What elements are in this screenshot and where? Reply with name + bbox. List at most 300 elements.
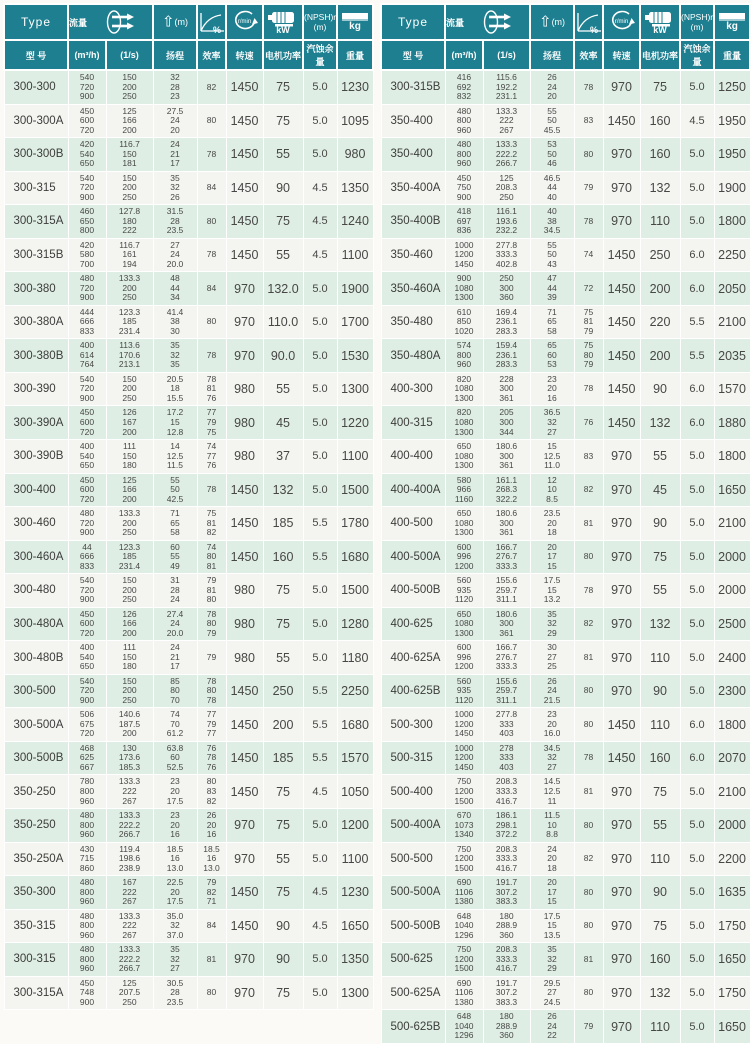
- spec-row: [4, 138, 373, 172]
- cell-npsh: 5.0: [680, 674, 714, 708]
- cell-type: 400-315: [381, 406, 445, 440]
- weight-bar-icon: [342, 13, 368, 21]
- cell-speed: 1450: [226, 876, 263, 910]
- cell-efficiency: 84: [197, 909, 226, 943]
- cell-flow-ls: 125 208.3 250: [483, 171, 530, 205]
- cell-flow-m3h: 506 675 720: [68, 708, 106, 742]
- cell-weight: 1800: [714, 708, 750, 742]
- cell-flow-ls: 180.6 300 361: [483, 440, 530, 474]
- cell-flow-m3h: 560 935 1120: [445, 574, 483, 608]
- spec-row: [4, 909, 373, 943]
- weight-unit-label: kg: [349, 21, 361, 32]
- cell-efficiency: 82: [574, 607, 603, 641]
- cell-npsh: 5.0: [680, 607, 714, 641]
- cell-flow-ls: 126 166 200: [106, 607, 153, 641]
- cell-speed: 1450: [226, 205, 263, 239]
- cell-weight: 1680: [337, 708, 373, 742]
- cell-flow-m3h: 480 800 960: [445, 138, 483, 172]
- cell-weight: 1570: [337, 741, 373, 775]
- cell-head: 65 60 53: [530, 339, 574, 373]
- cell-weight: 1700: [337, 305, 373, 339]
- spec-table-right: [380, 3, 750, 1044]
- cell-head: 31 28 24: [153, 574, 197, 608]
- cell-type: 300-380A: [4, 305, 68, 339]
- npsh-header: [680, 4, 714, 40]
- cell-speed: 970: [603, 507, 640, 541]
- cell-flow-ls: 133.3 200 250: [106, 507, 153, 541]
- cell-efficiency: 80: [574, 540, 603, 574]
- spec-row: [381, 1010, 750, 1044]
- spec-row: [4, 976, 373, 1010]
- cell-npsh: 5.0: [680, 540, 714, 574]
- weight-header-cn: 重量: [714, 40, 750, 70]
- cell-head: 35.0 32 37.0: [153, 909, 197, 943]
- npsh-unit: (m): [313, 22, 327, 32]
- cell-npsh: 5.0: [680, 1010, 714, 1044]
- cell-power: 55: [640, 440, 680, 474]
- cell-speed: 1450: [603, 741, 640, 775]
- cell-type: 500-315: [381, 741, 445, 775]
- cell-weight: 1680: [337, 540, 373, 574]
- cell-flow-ls: 116.7 150 181: [106, 138, 153, 172]
- spec-row: [381, 708, 750, 742]
- cell-weight: 2400: [714, 641, 750, 675]
- cell-efficiency: 72: [574, 272, 603, 306]
- weight-header: [714, 4, 750, 40]
- cell-flow-m3h: 574 800 960: [445, 339, 483, 373]
- cell-type: 300-400: [4, 473, 68, 507]
- cell-flow-ls: 159.4 236.1 283.3: [483, 339, 530, 373]
- cell-type: 300-315A: [4, 976, 68, 1010]
- cell-head: 14 12.5 11.5: [153, 440, 197, 474]
- cell-weight: 2100: [714, 507, 750, 541]
- cell-flow-m3h: 600 996 1200: [445, 641, 483, 675]
- cell-speed: 1450: [603, 305, 640, 339]
- cell-npsh: 5.5: [680, 339, 714, 373]
- cell-efficiency: 26 20 16: [197, 809, 226, 843]
- cell-flow-ls: 119.4 198.6 238.9: [106, 842, 153, 876]
- cell-weight: 2500: [714, 607, 750, 641]
- cell-head: 17.5 15 13.5: [530, 909, 574, 943]
- cell-power: 90: [640, 507, 680, 541]
- cell-type: 400-625B: [381, 674, 445, 708]
- cell-npsh: 4.5: [303, 205, 337, 239]
- spec-row: [4, 574, 373, 608]
- cell-efficiency: 84: [197, 171, 226, 205]
- spec-row: [4, 641, 373, 675]
- cell-flow-ls: 155.6 259.7 311.1: [483, 674, 530, 708]
- cell-weight: 1240: [337, 205, 373, 239]
- spec-row: [4, 339, 373, 373]
- cell-head: 31.5 28 23.5: [153, 205, 197, 239]
- cell-speed: 1450: [226, 507, 263, 541]
- cell-speed: 1450: [603, 406, 640, 440]
- power-header-cn: 电机功率: [640, 40, 680, 70]
- cell-weight: 1280: [337, 607, 373, 641]
- cell-flow-m3h: 468 625 667: [68, 741, 106, 775]
- cell-speed: 980: [226, 574, 263, 608]
- cell-npsh: 5.0: [680, 205, 714, 239]
- cell-weight: 1900: [714, 171, 750, 205]
- cell-weight: 1800: [714, 440, 750, 474]
- cell-npsh: 5.0: [680, 440, 714, 474]
- power-unit-label: kW: [276, 24, 290, 35]
- cell-flow-m3h: 1000 1200 1450: [445, 238, 483, 272]
- npsh-header-cn: 汽蚀余量: [303, 40, 337, 70]
- spec-row: [381, 406, 750, 440]
- cell-weight: 1800: [714, 205, 750, 239]
- cell-flow-m3h: 540 720 900: [68, 372, 106, 406]
- cell-efficiency: 80: [574, 708, 603, 742]
- cell-speed: 970: [603, 574, 640, 608]
- cell-flow-m3h: 820 1080 1300: [445, 372, 483, 406]
- cell-efficiency: 79: [574, 171, 603, 205]
- efficiency-percent-label: %: [590, 25, 599, 35]
- spec-row: [381, 809, 750, 843]
- cell-power: 110: [640, 708, 680, 742]
- cell-efficiency: 79 82 71: [197, 876, 226, 910]
- cell-head: 74 70 61.2: [153, 708, 197, 742]
- cell-weight: 2250: [337, 674, 373, 708]
- cell-npsh: 6.0: [680, 238, 714, 272]
- cell-power: 90: [640, 674, 680, 708]
- cell-weight: 1180: [337, 641, 373, 675]
- cell-weight: 2000: [714, 574, 750, 608]
- cell-type: 350-400: [381, 138, 445, 172]
- cell-head: 26 24 21.5: [530, 674, 574, 708]
- cell-efficiency: 82: [574, 842, 603, 876]
- cell-flow-ls: 167 222 267: [106, 876, 153, 910]
- cell-weight: 1650: [714, 943, 750, 977]
- cell-head: 27 24 20.0: [153, 238, 197, 272]
- cell-npsh: 5.0: [303, 976, 337, 1010]
- cell-flow-m3h: 900 1080 1300: [445, 272, 483, 306]
- cell-efficiency: 78: [197, 138, 226, 172]
- cell-npsh: 5.0: [680, 641, 714, 675]
- spec-row: [4, 741, 373, 775]
- type-header-label: Type: [398, 15, 429, 29]
- cell-head: 40 38 34.5: [530, 205, 574, 239]
- spec-row: [4, 943, 373, 977]
- cell-efficiency: 81: [574, 775, 603, 809]
- cell-power: 55: [263, 842, 303, 876]
- cell-type: 350-460: [381, 238, 445, 272]
- cell-power: 75: [263, 876, 303, 910]
- cell-flow-ls: 130 173.6 185.3: [106, 741, 153, 775]
- cell-flow-ls: 125 207.5 250: [106, 976, 153, 1010]
- cell-flow-m3h: 650 1080 1300: [445, 607, 483, 641]
- cell-type: 500-625: [381, 943, 445, 977]
- cell-speed: 1450: [226, 70, 263, 104]
- cell-flow-m3h: 480 800 960: [445, 104, 483, 138]
- spec-row: [381, 104, 750, 138]
- cell-weight: 1100: [337, 842, 373, 876]
- cell-head: 12 10 8.5: [530, 473, 574, 507]
- cell-type: 300-500: [4, 674, 68, 708]
- spec-row: [381, 138, 750, 172]
- cell-weight: 1900: [337, 272, 373, 306]
- cell-flow-m3h: 450 600 720: [68, 473, 106, 507]
- cell-flow-m3h: 540 720 900: [68, 171, 106, 205]
- cell-head: 71 65 58: [530, 305, 574, 339]
- cell-npsh: 5.0: [303, 305, 337, 339]
- cell-weight: 1350: [337, 943, 373, 977]
- cell-flow-ls: 208.3 333.3 416.7: [483, 775, 530, 809]
- cell-efficiency: 80: [574, 876, 603, 910]
- cell-flow-m3h: 416 692 832: [445, 70, 483, 104]
- cell-power: 75: [640, 909, 680, 943]
- flow-unit-m3h: (m³/h): [68, 40, 106, 70]
- cell-flow-m3h: 690 1106 1380: [445, 976, 483, 1010]
- cell-flow-m3h: 600 996 1200: [445, 540, 483, 574]
- cell-speed: 970: [603, 205, 640, 239]
- cell-speed: 970: [603, 1010, 640, 1044]
- cell-head: 17.2 15 12.8: [153, 406, 197, 440]
- cell-power: 37: [263, 440, 303, 474]
- cell-head: 27.5 24 20: [153, 104, 197, 138]
- cell-head: 63.8 60 52.5: [153, 741, 197, 775]
- cell-power: 220: [640, 305, 680, 339]
- cell-npsh: 6.0: [680, 708, 714, 742]
- cell-flow-m3h: 650 1080 1300: [445, 440, 483, 474]
- cell-npsh: 5.0: [680, 775, 714, 809]
- cell-power: 160: [640, 943, 680, 977]
- cell-head: 35 32 35: [153, 339, 197, 373]
- cell-head: 11.5 10 8.8: [530, 809, 574, 843]
- cell-flow-ls: 123.3 185 231.4: [106, 305, 153, 339]
- cell-head: 60 55 49: [153, 540, 197, 574]
- head-header: [530, 4, 574, 40]
- cell-power: 75: [263, 775, 303, 809]
- cell-npsh: 5.0: [303, 339, 337, 373]
- cell-npsh: 5.0: [303, 809, 337, 843]
- spec-row: [4, 842, 373, 876]
- cell-head: 18.5 16 13.0: [153, 842, 197, 876]
- cell-head: 15 12.5 11.0: [530, 440, 574, 474]
- cell-speed: 970: [226, 842, 263, 876]
- cell-speed: 970: [603, 641, 640, 675]
- cell-weight: 1200: [337, 809, 373, 843]
- cell-flow-m3h: 648 1040 1296: [445, 1010, 483, 1044]
- cell-flow-ls: 191.7 307.2 383.3: [483, 876, 530, 910]
- cell-flow-m3h: 480 720 900: [68, 272, 106, 306]
- cell-power: 110: [640, 1010, 680, 1044]
- cell-flow-m3h: 430 715 860: [68, 842, 106, 876]
- head-header: [153, 4, 197, 40]
- spec-row: [381, 171, 750, 205]
- cell-power: 90: [263, 909, 303, 943]
- cell-flow-m3h: 444 666 833: [68, 305, 106, 339]
- cell-weight: 2100: [714, 305, 750, 339]
- cell-weight: 2250: [714, 238, 750, 272]
- cell-head: 23 20 16.0: [530, 708, 574, 742]
- cell-weight: 2035: [714, 339, 750, 373]
- spec-row: [4, 708, 373, 742]
- cell-efficiency: 80: [574, 674, 603, 708]
- cell-head: 17.5 15 13.2: [530, 574, 574, 608]
- cell-power: 90: [263, 943, 303, 977]
- cell-flow-ls: 186.1 298.1 372.2: [483, 809, 530, 843]
- spec-row: [4, 406, 373, 440]
- cell-head: 20 17 15: [530, 876, 574, 910]
- cell-flow-m3h: 648 1040 1296: [445, 909, 483, 943]
- spec-row: [4, 775, 373, 809]
- cell-efficiency: 78: [574, 372, 603, 406]
- cell-speed: 1450: [226, 104, 263, 138]
- cell-type: 500-500B: [381, 909, 445, 943]
- cell-power: 75: [640, 70, 680, 104]
- cell-type: 300-500B: [4, 741, 68, 775]
- cell-efficiency: 77 79 75: [197, 406, 226, 440]
- cell-npsh: 5.5: [303, 708, 337, 742]
- cell-head: 14.5 12.5 11: [530, 775, 574, 809]
- cell-power: 132: [640, 607, 680, 641]
- speed-unit-label: r/min: [614, 19, 629, 25]
- cell-efficiency: 78 80 79: [197, 607, 226, 641]
- cell-speed: 970: [226, 272, 263, 306]
- efficiency-header-cn: 效率: [574, 40, 603, 70]
- cell-flow-m3h: 670 1073 1340: [445, 809, 483, 843]
- cell-flow-ls: 116.1 193.6 232.2: [483, 205, 530, 239]
- cell-power: 55: [263, 238, 303, 272]
- cell-weight: 1950: [714, 138, 750, 172]
- cell-head: 55 50 45.5: [530, 104, 574, 138]
- cell-power: 185: [263, 507, 303, 541]
- cell-weight: 2050: [714, 272, 750, 306]
- spec-row: [381, 540, 750, 574]
- cell-efficiency: 81: [574, 507, 603, 541]
- cell-type: 400-625: [381, 607, 445, 641]
- cell-speed: 970: [603, 138, 640, 172]
- cell-power: 55: [263, 372, 303, 406]
- cell-head: 20 17 15: [530, 540, 574, 574]
- cell-flow-ls: 133.3 222.2 266.7: [106, 809, 153, 843]
- cell-flow-ls: 150 200 250: [106, 171, 153, 205]
- cell-npsh: 5.0: [680, 876, 714, 910]
- cell-npsh: 5.0: [303, 440, 337, 474]
- cell-type: 400-625A: [381, 641, 445, 675]
- cell-weight: 1230: [337, 70, 373, 104]
- head-header-cn: 扬程: [530, 40, 574, 70]
- cell-npsh: 6.0: [680, 406, 714, 440]
- power-header-cn: 电机功率: [263, 40, 303, 70]
- cell-weight: 1635: [714, 876, 750, 910]
- cell-npsh: 4.5: [303, 171, 337, 205]
- cell-weight: 1530: [337, 339, 373, 373]
- cell-type: 350-480: [381, 305, 445, 339]
- cell-power: 75: [263, 574, 303, 608]
- cell-npsh: 6.0: [680, 372, 714, 406]
- cell-npsh: 5.0: [680, 473, 714, 507]
- cell-flow-m3h: 540 720 900: [68, 674, 106, 708]
- cell-speed: 980: [226, 641, 263, 675]
- cell-speed: 970: [226, 809, 263, 843]
- cell-speed: 970: [603, 909, 640, 943]
- cell-type: 300-390: [4, 372, 68, 406]
- spec-table-left-body: [4, 70, 373, 1010]
- cell-power: 132: [640, 406, 680, 440]
- cell-flow-ls: 133.3 222.2 266.7: [106, 943, 153, 977]
- cell-flow-m3h: 750 1200 1500: [445, 775, 483, 809]
- spec-row: [381, 574, 750, 608]
- cell-efficiency: 79: [197, 641, 226, 675]
- cell-type: 350-300: [4, 876, 68, 910]
- spec-row: [381, 440, 750, 474]
- cell-type: 300-480: [4, 574, 68, 608]
- cell-type: 300-300: [4, 70, 68, 104]
- cell-flow-m3h: 460 650 800: [68, 205, 106, 239]
- cell-flow-ls: 140.6 187.5 200: [106, 708, 153, 742]
- cell-power: 110.0: [263, 305, 303, 339]
- cell-power: 110: [640, 842, 680, 876]
- cell-flow-ls: 150 200 250: [106, 70, 153, 104]
- cell-speed: 980: [226, 607, 263, 641]
- cell-flow-ls: 161.1 268.3 322.2: [483, 473, 530, 507]
- cell-flow-m3h: 420 580 700: [68, 238, 106, 272]
- flow-arrows-icon: [105, 9, 135, 35]
- flow-unit-ls: (1/s): [483, 40, 530, 70]
- cell-type: 500-625A: [381, 976, 445, 1010]
- spec-row: [381, 976, 750, 1010]
- cell-type: 400-300: [381, 372, 445, 406]
- cell-head: 24 20 18: [530, 842, 574, 876]
- cell-flow-ls: 278 333 403: [483, 741, 530, 775]
- cell-efficiency: 18.5 16 13.0: [197, 842, 226, 876]
- spec-row: [4, 70, 373, 104]
- cell-power: 250: [640, 238, 680, 272]
- cell-power: 75: [640, 540, 680, 574]
- cell-weight: 1500: [337, 574, 373, 608]
- cell-type: 300-460A: [4, 540, 68, 574]
- efficiency-percent-label: %: [213, 25, 222, 35]
- cell-flow-ls: 208.3 333.3 416.7: [483, 842, 530, 876]
- cell-flow-ls: 169.4 236.1 283.3: [483, 305, 530, 339]
- cell-power: 75: [263, 976, 303, 1010]
- cell-flow-m3h: 450 600 720: [68, 104, 106, 138]
- cell-type: 300-300B: [4, 138, 68, 172]
- spec-row: [381, 339, 750, 373]
- cell-power: 160: [640, 138, 680, 172]
- spec-row: [381, 372, 750, 406]
- spec-row: [4, 540, 373, 574]
- cell-flow-m3h: 780 800 960: [68, 775, 106, 809]
- speed-header-cn: 转速: [603, 40, 640, 70]
- cell-power: 185: [263, 741, 303, 775]
- cell-npsh: 4.5: [303, 775, 337, 809]
- cell-npsh: 5.5: [303, 741, 337, 775]
- cell-weight: 1750: [714, 976, 750, 1010]
- type-header-cn: 型 号: [4, 40, 68, 70]
- cell-efficiency: 82: [197, 70, 226, 104]
- cell-power: 45: [263, 406, 303, 440]
- spec-row: [4, 238, 373, 272]
- cell-head: 23 20 16: [153, 809, 197, 843]
- cell-head: 30 27 25: [530, 641, 574, 675]
- cell-npsh: 5.0: [680, 171, 714, 205]
- cell-flow-m3h: 400 614 764: [68, 339, 106, 373]
- spec-row: [4, 205, 373, 239]
- flow-header: [68, 4, 153, 40]
- cell-speed: 1450: [226, 238, 263, 272]
- cell-flow-ls: 133.3 200 250: [106, 272, 153, 306]
- cell-type: 300-380B: [4, 339, 68, 373]
- efficiency-header-cn: 效率: [197, 40, 226, 70]
- cell-head: 71 65 58: [153, 507, 197, 541]
- cell-type: 300-315: [4, 171, 68, 205]
- cell-efficiency: 84: [197, 272, 226, 306]
- cell-flow-m3h: 540 720 900: [68, 574, 106, 608]
- cell-weight: 1750: [714, 909, 750, 943]
